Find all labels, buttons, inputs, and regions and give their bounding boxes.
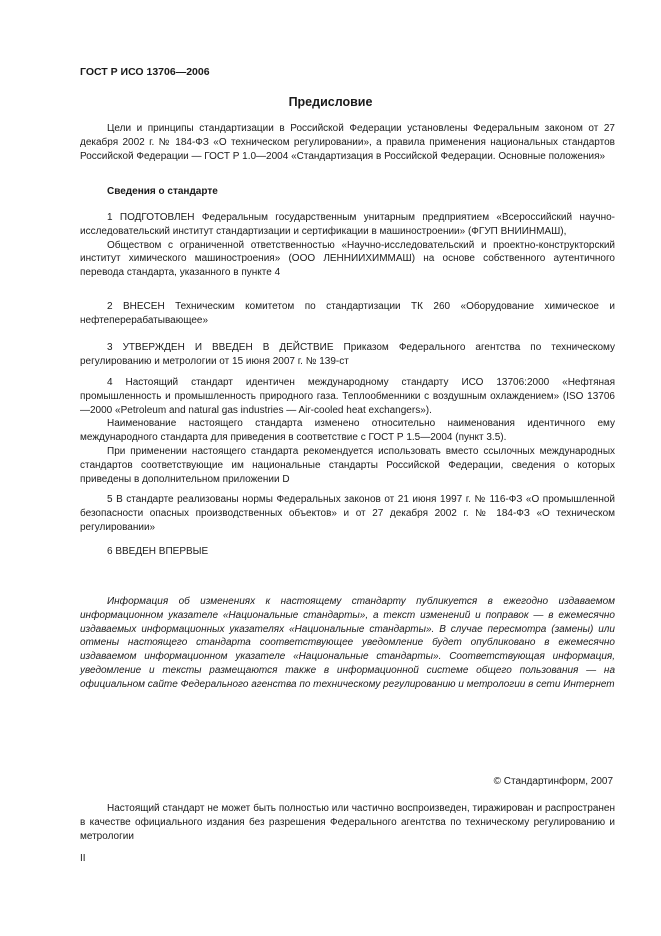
item-4: [80, 376, 615, 486]
copyright: © Стандартинформ, 2007: [493, 776, 613, 787]
item-6: [80, 545, 615, 559]
item-4-name-note: Наименование настоящего стандарта изменено относительно наименования идентичного ему международного стандарта для приведения в соответствие с ГОСТ Р 1.5—2004 (пункт 3.5).: [80, 418, 615, 444]
changes-notice-text: Информация об изменениях к настоящему стандарту публикуется в ежегодно издаваемом информационном указателе «Национальные стандарты», а текст изменений и поправок — в ежемесячно издаваемых информационных указателях «Национальные стандарты». В случае пересмотра (замены) или отмены настоящего стандарта соответствующее уведомление будет опубликовано в ежемесячно издаваемом информационном указателе «Национальные стандарты». Соответствующая информация, уведомление и тексты размещаются также в информационной системе общего пользования — на официальном сайте Федерального агенства по техническому регулированию и метрологии в сети Интернет: [80, 596, 615, 690]
standard-header: ГОСТ Р ИСО 13706—2006: [80, 66, 210, 78]
item-1-continuation: Обществом с ограниченной ответственностью «Научно-исследовательский и проектно-конструкторский институт химического машиностроения» (ООО ЛЕННИИХИММАШ) на основе собственного аутентичного перевода стандарта, указанного в пункте 4: [80, 239, 615, 279]
item-4-text: 4 Настоящий стандарт идентичен международному стандарту ИСО 13706:2000 «Нефтяная промышленность и промышленность природного газа. Теплообменники с воздушным охлаждением» (ISO 13706—2000 «Petroleum and natural gas industries — Air-cooled heat exchangers»).: [80, 377, 615, 416]
footer-text: Настоящий стандарт не может быть полностью или частично воспроизведен, тиражирован и распространен в качестве официального издания без разрешения Федерального агентства по техническому регулированию и метрологии: [80, 803, 615, 842]
item-2-text: 2 ВНЕСЕН Техническим комитетом по стандартизации ТК 260 «Оборудование химическое и нефтеперерабатывающее»: [80, 301, 615, 326]
intro-paragraph: [80, 122, 615, 163]
item-1-text: 1 ПОДГОТОВЛЕН Федеральным государственным унитарным предприятием «Всероссийский научно-исследовательский институт стандартизации и сертификации в машиностроении» (ФГУП ВНИИНМАШ),: [80, 212, 615, 237]
footer-paragraph: [80, 802, 615, 843]
item-3-text: 3 УТВЕРЖДЕН И ВВЕДЕН В ДЕЙСТВИЕ Приказом Федерального агентства по техническому регулированию и метрологии от 15 июня 2007 г. № 139-ст: [80, 342, 615, 367]
changes-notice: [80, 595, 615, 692]
item-3: [80, 341, 615, 369]
page-number: II: [80, 853, 86, 864]
section-subtitle: Сведения о стандарте: [107, 186, 218, 197]
item-1: [80, 211, 615, 280]
item-2: [80, 300, 615, 328]
item-6-text: 6 ВВЕДЕН ВПЕРВЫЕ: [107, 546, 209, 557]
item-5-text: 5 В стандарте реализованы нормы Федеральных законов от 21 июня 1997 г. № 116-ФЗ «О промышленной безопасности опасных производственных объектов» и от 27 декабря 2002 г. № 184-ФЗ «О техническом регулировании»: [80, 494, 615, 533]
page-title: Предисловие: [288, 95, 373, 109]
intro-text: Цели и принципы стандартизации в Российской Федерации установлены Федеральным законом от 27 декабря 2002 г. № 184-ФЗ «О техническом регулировании», а правила применения национальных стандартов Российской Федерации — ГОСТ Р 1.0—2004 «Стандартизация в Российской Федерации. Основные положения»: [80, 123, 615, 162]
item-4-references-note: При применении настоящего стандарта рекомендуется использовать вместо ссылочных международных стандартов соответствующие им национальные стандарты Российской Федерации, сведения о которых приведены в дополнительном приложении D: [80, 445, 615, 485]
item-5: [80, 493, 615, 534]
